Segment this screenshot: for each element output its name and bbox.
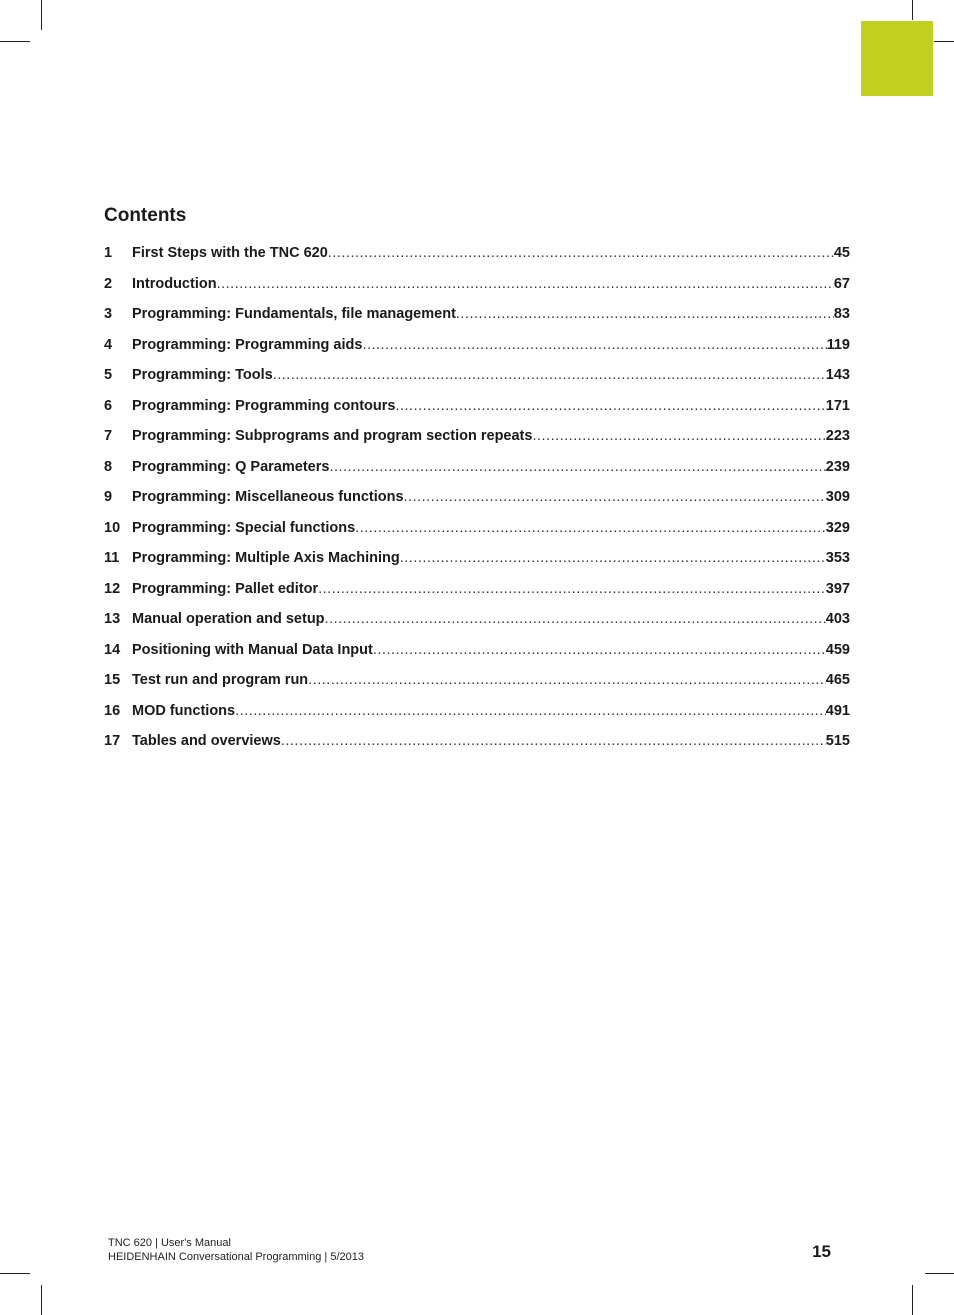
toc-entry-title: First Steps with the TNC 620 (132, 245, 328, 261)
toc-dot-leader (329, 459, 825, 475)
toc-dot-leader (281, 733, 826, 749)
toc-entry[interactable] (104, 550, 850, 581)
toc-dot-leader (355, 520, 826, 536)
crop-mark-bottom-right-vertical (912, 1285, 913, 1315)
page-number: 15 (812, 1242, 831, 1261)
toc-entry-title: Positioning with Manual Data Input (132, 641, 373, 658)
toc-entry-page: 515 (825, 733, 850, 749)
toc-entry-title: Programming: Q Parameters (132, 458, 330, 475)
toc-entry-page: 403 (825, 611, 850, 627)
toc-dot-leader (362, 337, 826, 353)
toc-dot-leader (395, 398, 825, 414)
toc-entry-page: 67 (833, 275, 850, 292)
crop-mark-bottom-left-vertical (41, 1285, 42, 1315)
toc-entry-number: 2 (104, 275, 113, 292)
toc-entry-number: 6 (104, 397, 113, 414)
toc-entry[interactable] (104, 611, 850, 642)
toc-dot-leader (400, 550, 826, 566)
toc-entry-title: Programming: Subprograms and program section repeats (132, 428, 533, 444)
toc-dot-leader (308, 672, 826, 688)
toc-entry-number: 13 (104, 611, 121, 627)
toc-entry-number: 5 (104, 367, 113, 383)
toc-entry-page: 83 (833, 306, 850, 322)
toc-entry[interactable] (104, 337, 850, 368)
toc-entry-number: 12 (104, 580, 121, 597)
toc-entry-number: 4 (104, 336, 113, 353)
toc-dot-leader (273, 367, 826, 383)
chapter-accent-tab (861, 21, 933, 96)
crop-mark-top-right-horizontal (934, 41, 954, 42)
toc-dot-leader (532, 428, 825, 444)
toc-entry-page: 329 (825, 519, 850, 536)
toc-entry-title: Programming: Programming aids (132, 336, 363, 353)
crop-mark-top-right-vertical (912, 0, 913, 20)
toc-entry-title: Manual operation and setup (132, 611, 325, 627)
toc-entry[interactable] (104, 672, 850, 703)
toc-entry-title: Programming: Programming contours (132, 397, 396, 414)
toc-entry-number: 3 (104, 306, 113, 322)
crop-mark-bottom-left-horizontal (0, 1273, 30, 1274)
crop-mark-top-left-vertical (41, 0, 42, 30)
toc-entry[interactable] (104, 398, 850, 429)
toc-entry[interactable] (104, 703, 850, 734)
toc-entry-number: 10 (104, 519, 121, 536)
toc-entry-page: 143 (825, 367, 850, 383)
toc-entry[interactable] (104, 245, 850, 276)
crop-mark-bottom-right-horizontal (925, 1273, 954, 1274)
toc-entry-number: 9 (104, 489, 113, 505)
toc-dot-leader (328, 245, 834, 261)
toc-entry[interactable] (104, 642, 850, 673)
toc-entry-number: 15 (104, 672, 121, 688)
toc-entry[interactable] (104, 367, 850, 398)
toc-entry-page: 309 (825, 489, 850, 505)
toc-entry-number: 16 (104, 702, 121, 719)
toc-entry-page: 397 (825, 580, 850, 597)
toc-entry-title: Programming: Multiple Axis Machining (132, 550, 400, 566)
toc-dot-leader (456, 306, 834, 322)
toc-entry[interactable] (104, 489, 850, 520)
toc-entry-page: 171 (825, 397, 850, 414)
toc-entry-title: Test run and program run (132, 672, 309, 688)
toc-entry[interactable] (104, 733, 850, 764)
toc-entry-title: Programming: Miscellaneous functions (132, 489, 404, 505)
crop-mark-top-left-horizontal (0, 41, 30, 42)
contents-heading: Contents (104, 205, 187, 226)
toc-entry-page: 223 (825, 428, 850, 444)
toc-entry-number: 14 (104, 641, 121, 658)
toc-entry[interactable] (104, 276, 850, 307)
toc-entry-title: Programming: Pallet editor (132, 580, 319, 597)
toc-entry-page: 491 (825, 702, 850, 719)
toc-entry-title: Introduction (132, 275, 217, 292)
toc-entry-number: 17 (104, 733, 121, 749)
footer-line-2: HEIDENHAIN Conversational Programming | 5/2013 (108, 1251, 364, 1263)
toc-dot-leader (404, 489, 826, 505)
toc-dot-leader (235, 703, 826, 719)
toc-entry-number: 8 (104, 458, 113, 475)
toc-entry-page: 459 (825, 641, 850, 658)
toc-dot-leader (318, 581, 826, 597)
page-footer (108, 1236, 364, 1264)
toc-entry-number: 7 (104, 428, 113, 444)
toc-dot-leader (217, 276, 834, 292)
toc-entry-title: Tables and overviews (132, 733, 281, 749)
toc-entry-title: MOD functions (132, 702, 236, 719)
toc-entry-page: 353 (825, 550, 850, 566)
toc-entry-number: 11 (104, 550, 120, 566)
toc-entry[interactable] (104, 520, 850, 551)
toc-entry[interactable] (104, 581, 850, 612)
table-of-contents (104, 245, 850, 764)
toc-dot-leader (373, 642, 826, 658)
toc-dot-leader (325, 611, 826, 627)
toc-entry[interactable] (104, 306, 850, 337)
footer-line-1: TNC 620 | User's Manual (108, 1237, 231, 1249)
toc-entry-page: 45 (833, 245, 850, 261)
toc-entry-title: Programming: Special functions (132, 519, 356, 536)
toc-entry[interactable] (104, 428, 850, 459)
toc-entry-page: 119 (826, 336, 850, 353)
toc-entry[interactable] (104, 459, 850, 490)
toc-entry-number: 1 (104, 245, 113, 261)
toc-entry-page: 239 (825, 458, 850, 475)
toc-entry-page: 465 (825, 672, 850, 688)
toc-entry-title: Programming: Tools (132, 367, 273, 383)
toc-entry-title: Programming: Fundamentals, file management (132, 306, 456, 322)
